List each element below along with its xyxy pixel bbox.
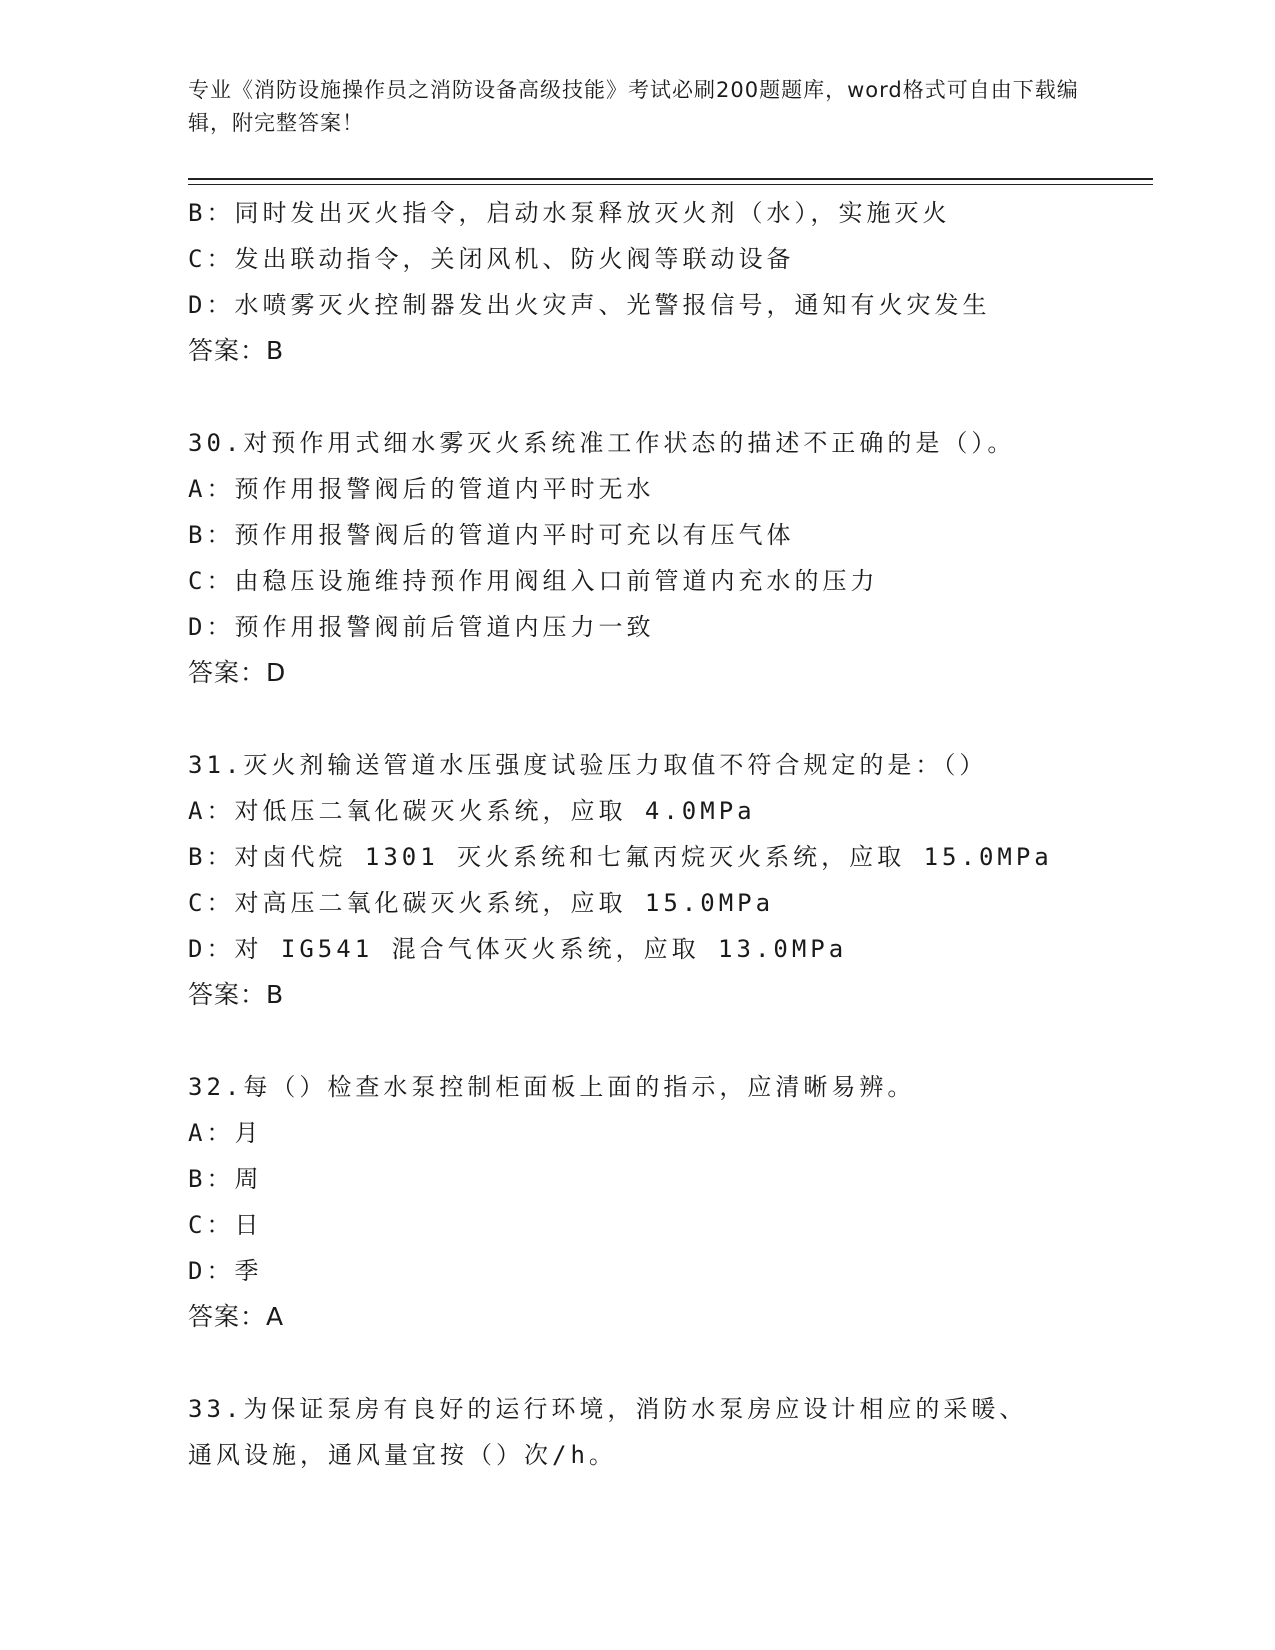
question-block	[188, 1386, 1088, 1478]
answer-line: 答案：A	[188, 1302, 285, 1331]
option-d: D：预作用报警阀前后管道内压力一致	[188, 613, 655, 641]
option-d: D：水喷雾灭火控制器发出火灾声、光警报信号，通知有火灾发生	[188, 291, 991, 319]
option-c: C：对高压二氧化碳灭火系统，应取 15.0MPa	[188, 889, 775, 917]
document-header: 专业《消防设施操作员之消防设备高级技能》考试必刷200题题库，word格式可自由下载编辑，附完整答案！	[188, 78, 1079, 135]
header-divider-thin	[188, 184, 1153, 185]
option-b: B：预作用报警阀后的管道内平时可充以有压气体	[188, 521, 795, 549]
question-stem: 32.每（）检查水泵控制柜面板上面的指示，应清晰易辨。	[188, 1073, 916, 1101]
question-block	[188, 420, 1088, 696]
option-c: C：由稳压设施维持预作用阀组入口前管道内充水的压力	[188, 567, 879, 595]
option-a: A：月	[188, 1119, 263, 1147]
question-stem: 33.为保证泵房有良好的运行环境，消防水泵房应设计相应的采暖、通风设施，通风量宜按（）次/h。	[188, 1395, 1028, 1469]
option-c: C：发出联动指令，关闭风机、防火阀等联动设备	[188, 245, 795, 273]
option-d: D：季	[188, 1257, 263, 1285]
option-b: B：对卤代烷 1301 灭火系统和七氟丙烷灭火系统，应取 15.0MPa	[188, 843, 1053, 871]
option-a: A：对低压二氧化碳灭火系统，应取 4.0MPa	[188, 797, 756, 825]
option-b: B：周	[188, 1165, 263, 1193]
option-a: A：预作用报警阀后的管道内平时无水	[188, 475, 655, 503]
question-stem: 30.对预作用式细水雾灭火系统准工作状态的描述不正确的是（）。	[188, 429, 1016, 457]
question-block	[188, 742, 1088, 1018]
option-d: D：对 IG541 混合气体灭火系统，应取 13.0MPa	[188, 935, 848, 963]
question-block	[188, 190, 1088, 374]
answer-line: 答案：B	[188, 336, 285, 365]
answer-line: 答案：D	[188, 658, 287, 687]
option-c: C：日	[188, 1211, 263, 1239]
answer-line: 答案：B	[188, 980, 285, 1009]
question-block	[188, 1064, 1088, 1340]
question-stem: 31.灭火剂输送管道水压强度试验压力取值不符合规定的是：（）	[188, 751, 988, 779]
header-divider-thick	[188, 178, 1153, 180]
option-b: B：同时发出灭火指令，启动水泵释放灭火剂（水），实施灭火	[188, 199, 951, 227]
question-list	[188, 190, 1088, 1478]
